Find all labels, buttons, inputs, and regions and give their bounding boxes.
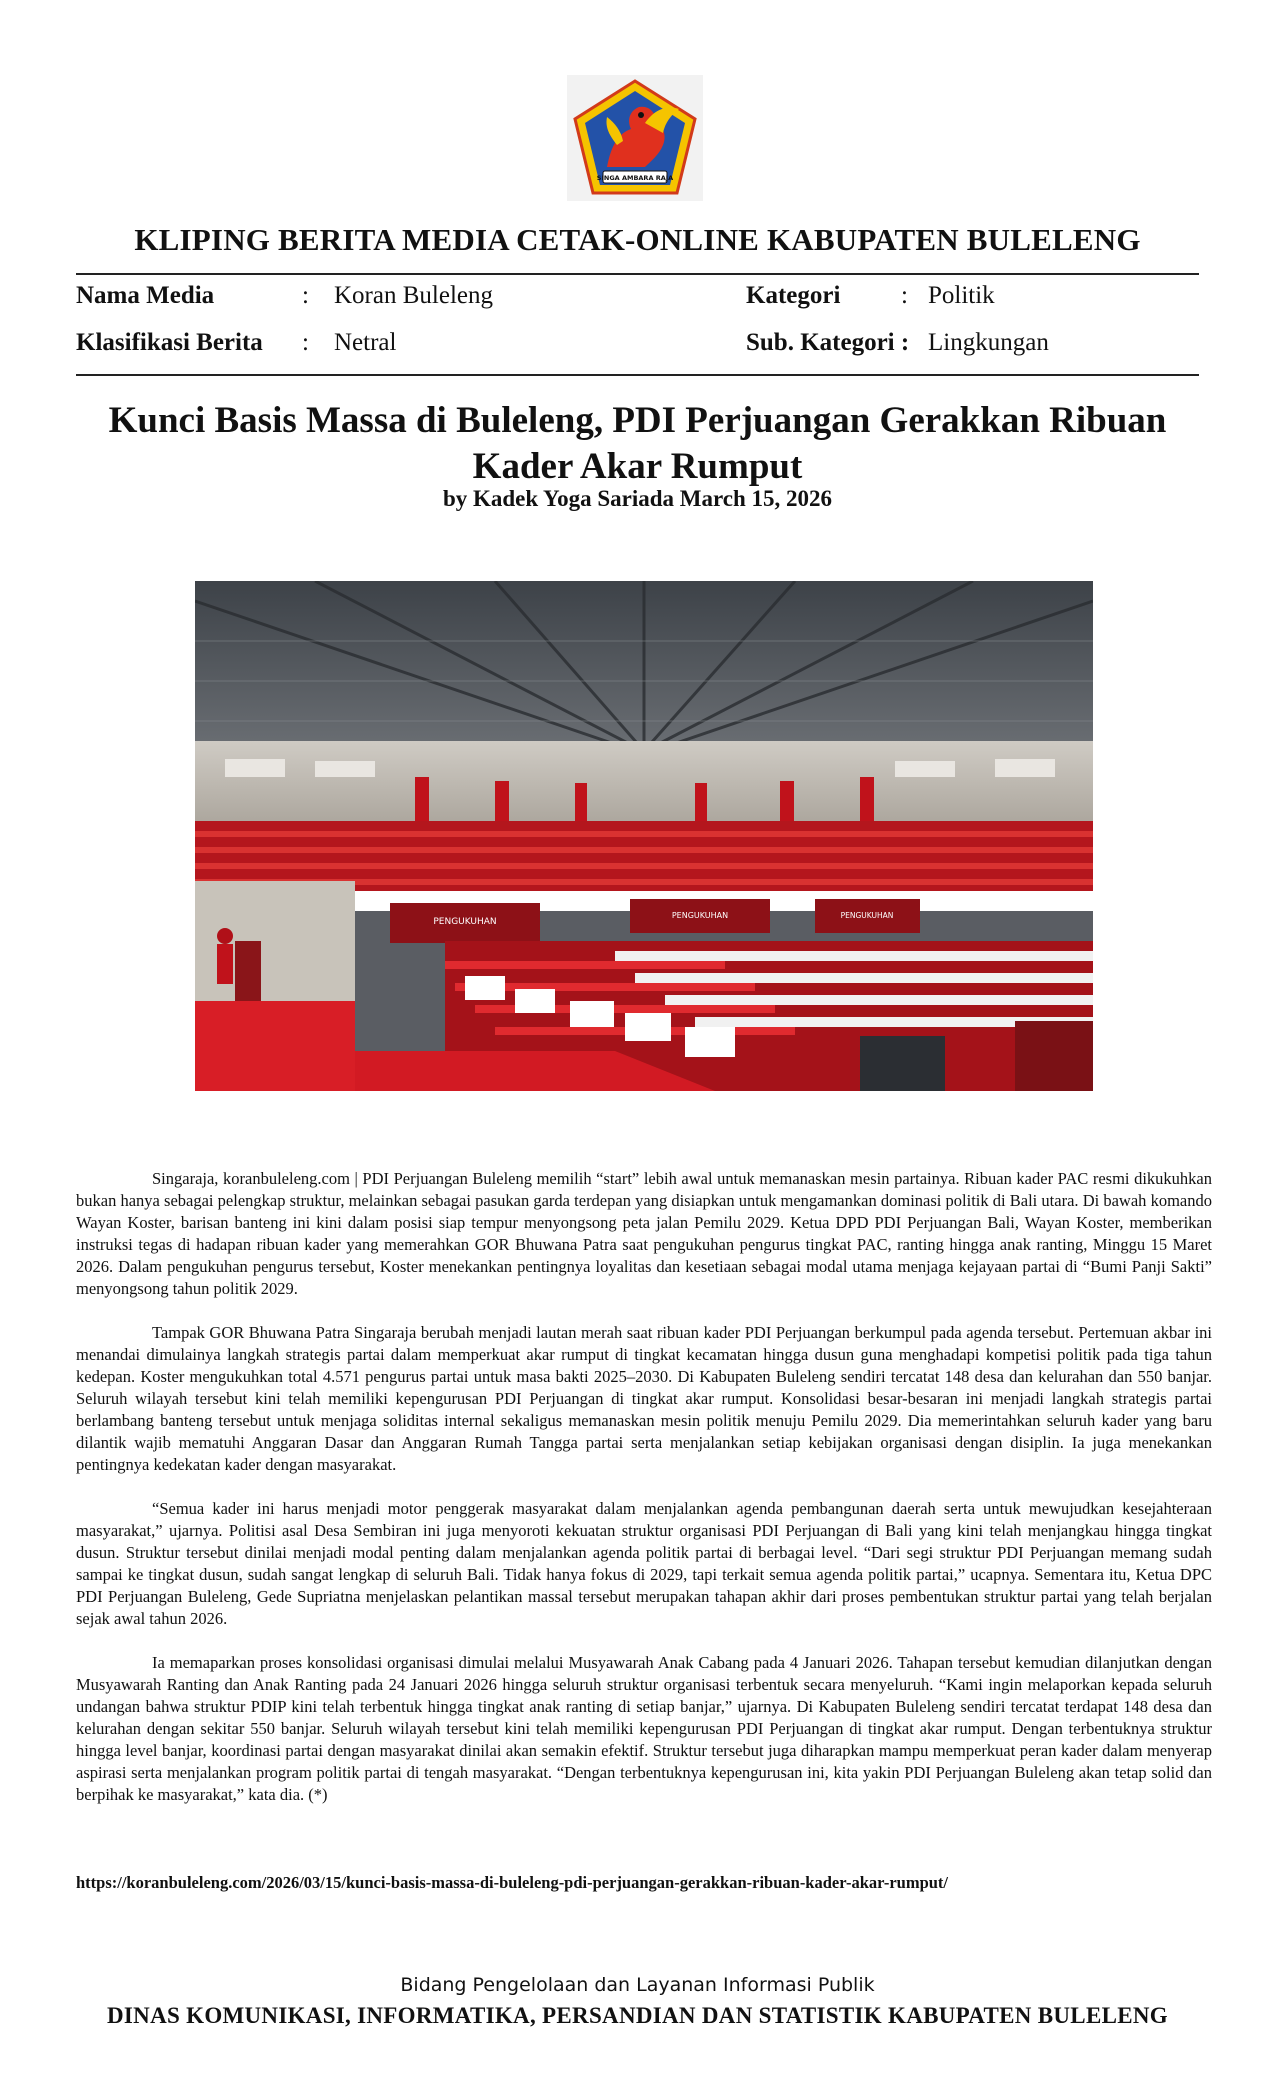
article-photo: [195, 581, 1093, 1091]
buleleng-crest-logo: [567, 75, 703, 201]
crest-icon: [567, 75, 703, 201]
photo-banner-text: PENGUKUHAN: [433, 917, 497, 927]
category-colon: :: [901, 282, 908, 309]
meta-row-media: [76, 282, 1199, 318]
media-name-colon: :: [302, 282, 309, 309]
header-rule-top: [76, 273, 1199, 275]
category-label: Kategori: [746, 282, 841, 309]
category-value: Politik: [928, 282, 995, 309]
footer-agency: DINAS KOMUNIKASI, INFORMATIKA, PERSANDIAN DAN STATISTIK KABUPATEN BULELENG: [107, 2003, 1168, 2028]
subcategory-label: Sub. Kategori :: [746, 329, 910, 356]
article-paragraph: “Semua kader ini harus menjadi motor penggerak masyarakat dalam menjalankan agenda pembangunan daerah serta untuk mewujudkan kesejahteraan masyarakat,” ujarnya. Politisi asal Desa Sembiran ini juga menyoroti kekuatan struktur organisasi PDI Perjuangan di Bali yang kini telah menjangkau hingga tingkat dusun. Struktur tersebut dinilai menjadi modal penting dalam menjalankan agenda politik partai di berbagai level. “Dari segi struktur PDI Perjuangan memang sudah sampai ke tingkat dusun, sudah sangat lengkap di seluruh Bali. Tidak hanya fokus di 2029, tapi terkait semua agenda politik partai,” ucapnya. Sementara itu, Ketua DPC PDI Perjuangan Buleleng, Gede Supriatna menjelaskan pelantikan massal tersebut merupakan tahapan akhir dari proses pembentukan struktur partai yang telah berjalan sejak awal tahun 2026.: [76, 1499, 1212, 1628]
article-title-line-1: Kunci Basis Massa di Buleleng, PDI Perjuangan Gerakkan Ribuan: [108, 400, 1167, 441]
header-rule-bottom: [76, 374, 1199, 376]
event-hall-photo: [195, 581, 1093, 1091]
source-url-link[interactable]: https://koranbuleleng.com/2026/03/15/kunci-basis-massa-di-buleleng-pdi-perjuangan-gerakkan-ribuan-kader-akar-rumput/: [76, 1873, 949, 1892]
article-paragraph: Tampak GOR Bhuwana Patra Singaraja berubah menjadi lautan merah saat ribuan kader PDI Perjuangan berkumpul pada agenda tersebut. Pertemuan akbar ini menandai dimulainya langkah strategis partai dalam memperkuat akar rumput di tingkat kecamatan hingga dusun guna menghadapi kompetisi politik pada tiga tahun kedepan. Koster mengukuhkan total 4.571 pengurus partai untuk masa bakti 2025–2030. Di Kabupaten Buleleng sendiri tercatat 148 desa dan kelurahan dan 550 banjar. Seluruh wilayah tersebut kini telah memiliki kepengurusan PDI Perjuangan di tingkat akar rumput. Konsolidasi besar-besaran ini menjadi langkah strategis partai berlambang banteng tersebut untuk menjaga soliditas internal sekaligus memanaskan mesin politik menuju Pemilu 2029. Dia memerintahkan seluruh kader yang baru dilantik wajib mematuhi Anggaran Dasar dan Anggaran Rumah Tangga partai serta menjalankan setiap kebijakan organisasi dengan disiplin. Ia juga menekankan pentingnya kedekatan kader dengan masyarakat.: [76, 1323, 1212, 1474]
footer-division: Bidang Pengelolaan dan Layanan Informasi Publik: [400, 1974, 875, 1996]
meta-row-classification: [76, 329, 1199, 365]
classification-colon: :: [302, 329, 309, 356]
article-title: [90, 398, 1185, 490]
article-paragraph: Ia memaparkan proses konsolidasi organisasi dimulai melalui Musyawarah Anak Cabang pada 4 Januari 2026. Tahapan tersebut kemudian dilanjutkan dengan Musyawarah Ranting dan Anak Ranting pada 24 Januari 2026 hingga seluruh struktur organisasi terbentuk secara menyeluruh. “Kami ingin melaporkan kepada seluruh undangan bahwa struktur PDIP kini telah terbentuk hingga tingkat anak ranting di setiap banjar,” ujarnya. Di Kabupaten Buleleng sendiri tercatat terdapat 148 desa dan kelurahan dengan sekitar 550 banjar. Seluruh wilayah tersebut kini telah memiliki kepengurusan PDI Perjuangan di tingkat akar rumput. Dengan terbentuknya struktur hingga level banjar, koordinasi partai dengan masyarakat dinilai akan semakin efektif. Struktur tersebut juga diharapkan mampu memperkuat peran kader dalam menyerap aspirasi serta menjalankan program politik partai di tengah masyarakat. “Dengan terbentuknya kepengurusan ini, kita yakin PDI Perjuangan Buleleng akan tetap solid dan berpihak ke masyarakat,” kata dia. (*): [76, 1653, 1212, 1804]
media-name-value: Koran Buleleng: [334, 282, 493, 309]
subcategory-value: Lingkungan: [928, 329, 1049, 356]
article-byline: by Kadek Yoga Sariada March 15, 2026: [442, 486, 833, 511]
clipping-header-title: KLIPING BERITA MEDIA CETAK-ONLINE KABUPATEN BULELENG: [134, 222, 1141, 257]
article-title-line-2: Kader Akar Rumput: [472, 446, 803, 487]
article-body: [76, 1168, 1212, 1828]
classification-label: Klasifikasi Berita: [76, 329, 263, 356]
media-name-label: Nama Media: [76, 282, 215, 309]
classification-value: Netral: [334, 329, 397, 356]
photo-banner-text: PENGUKUHAN: [671, 911, 729, 920]
crest-motto-text: SINGA AMBARA RAJA: [596, 174, 674, 182]
article-paragraph: Singaraja, koranbuleleng.com | PDI Perjuangan Buleleng memilih “start” lebih awal untuk memanaskan mesin partainya. Ribuan kader PAC resmi dikukuhkan bukan hanya sebagai pelengkap struktur, melainkan sebagai pasukan garda terdepan yang disiapkan untuk mengamankan dominasi politik di Bali utara. Di bawah komando Wayan Koster, barisan banteng ini kini dalam posisi siap tempur menyongsong peta jalan Pemilu 2029. Ketua DPD PDI Perjuangan Bali, Wayan Koster, memberikan instruksi tegas di hadapan ribuan kader yang memerahkan GOR Bhuwana Patra saat pengukuhan pengurus tingkat PAC, ranting hingga anak ranting, Minggu 15 Maret 2026. Dalam pengukuhan pengurus tersebut, Koster menekankan pentingnya loyalitas dan kesetiaan sebagai modal utama menjaga kejayaan partai di “Bumi Panji Sakti” menyongsong tahun politik 2029.: [76, 1169, 1212, 1298]
photo-banner-text: PENGUKUHAN: [840, 911, 894, 920]
